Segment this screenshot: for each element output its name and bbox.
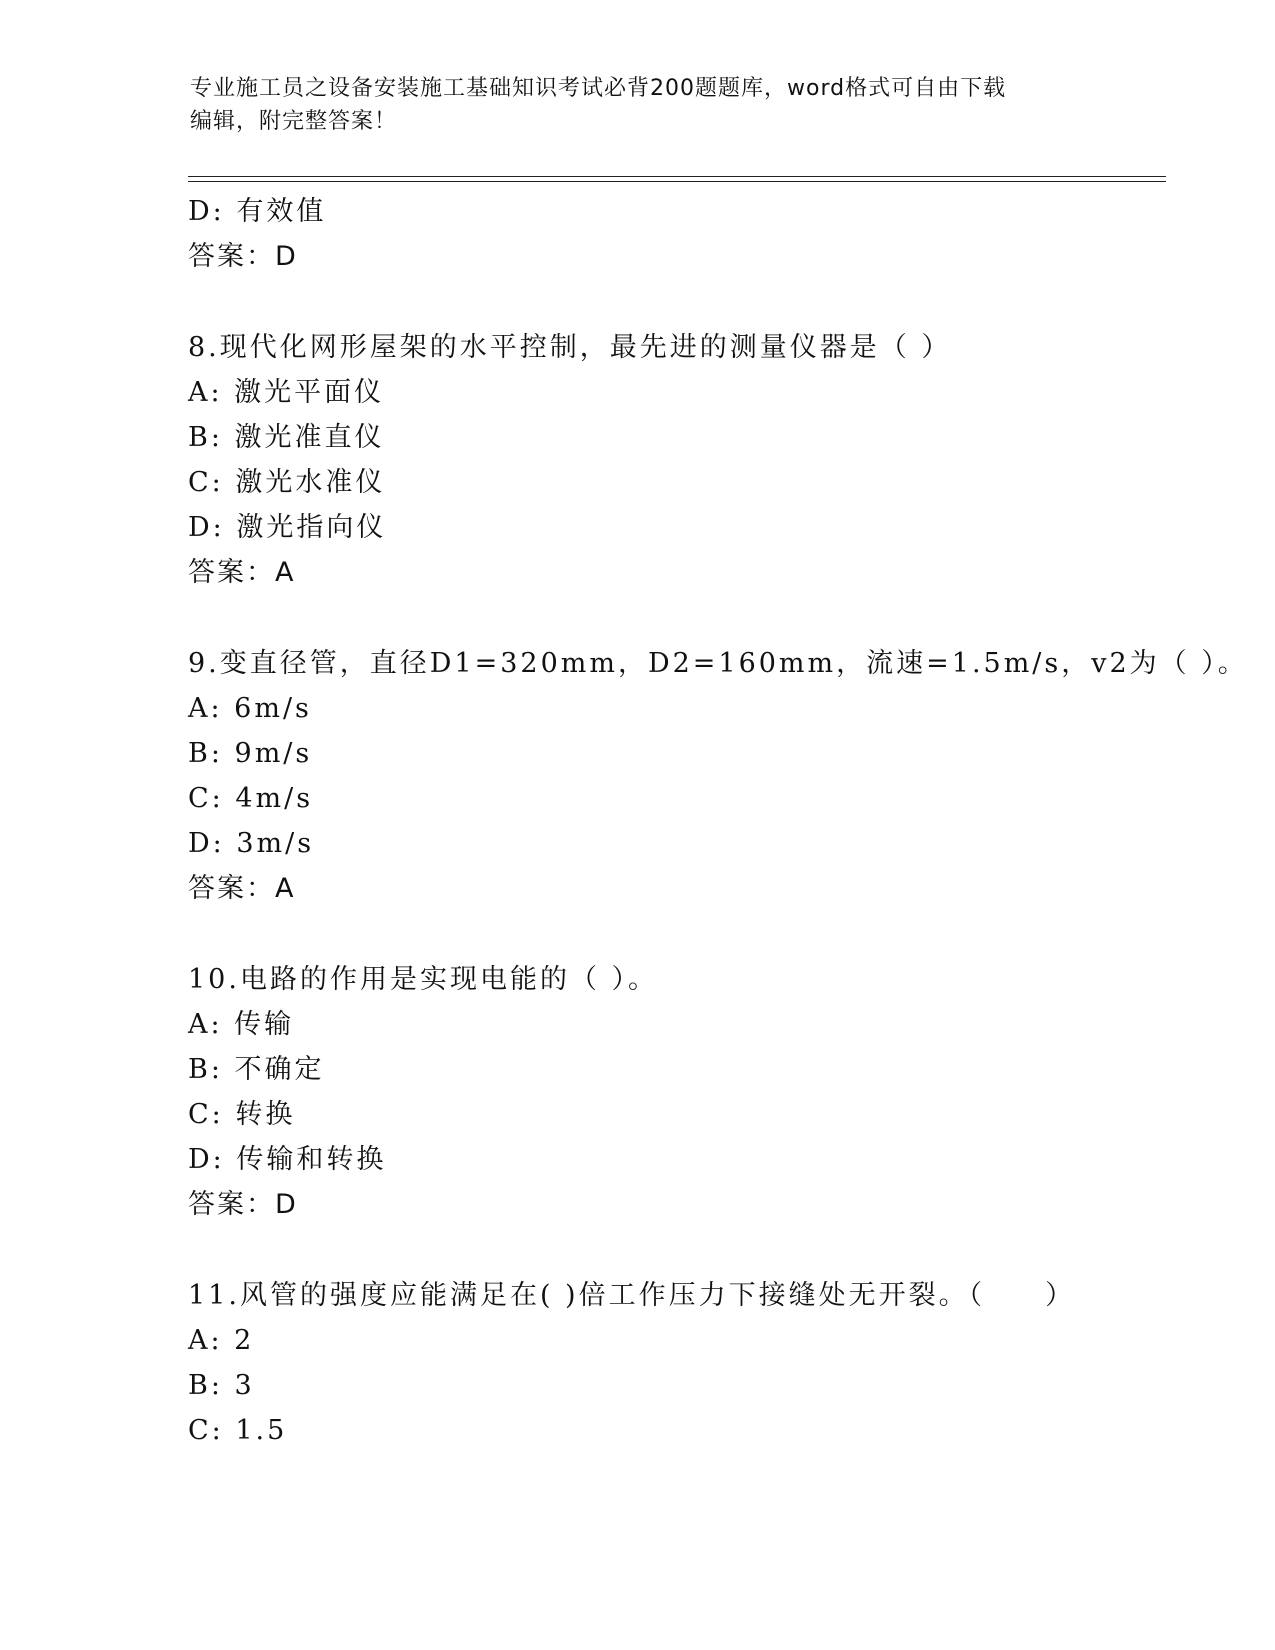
question-11-option-b: B: 3	[188, 1370, 255, 1401]
document-header	[190, 72, 1090, 138]
question-11-option-a: A: 2	[188, 1325, 255, 1356]
question-8-stem: 8.现代化网形屋架的水平控制，最先进的测量仪器是（ ）	[188, 332, 952, 363]
question-9-stem: 9.变直径管，直径D1=320mm，D2=160mm，流速=1.5m/s，v2为（ ）。	[188, 648, 1248, 679]
question-9-option-b: B: 9m/s	[188, 738, 313, 769]
question-10-option-d: D: 传输和转换	[188, 1144, 387, 1175]
question-10-stem: 10.电路的作用是实现电能的（ ）。	[188, 964, 659, 995]
question-10-option-b: B: 不确定	[188, 1054, 325, 1085]
question-8-option-d: D: 激光指向仪	[188, 512, 387, 543]
question-9-option-a: A: 6m/s	[188, 693, 312, 724]
question-11-option-c: C: 1.5	[188, 1415, 288, 1446]
header-divider-top	[188, 176, 1166, 177]
question-10-option-a: A: 传输	[188, 1009, 295, 1040]
question-8-option-c: C: 激光水准仪	[188, 467, 386, 498]
prev-option-d: D: 有效值	[188, 196, 327, 227]
prev-answer: 答案：D	[188, 241, 298, 272]
question-9-option-d: D: 3m/s	[188, 828, 315, 859]
question-9-answer: 答案：A	[188, 873, 296, 904]
question-8-option-a: A: 激光平面仪	[188, 377, 385, 408]
question-9-option-c: C: 4m/s	[188, 783, 314, 814]
question-10-option-c: C: 转换	[188, 1099, 296, 1130]
header-title-line2: 编辑，附完整答案！	[190, 109, 398, 134]
question-11-stem: 11.风管的强度应能满足在( )倍工作压力下接缝处无开裂。（ ）	[188, 1280, 1076, 1311]
question-8-option-b: B: 激光准直仪	[188, 422, 385, 453]
question-10-answer: 答案：D	[188, 1189, 298, 1220]
header-divider-bottom	[188, 181, 1166, 182]
question-8-answer: 答案：A	[188, 557, 296, 588]
header-title-line1: 专业施工员之设备安装施工基础知识考试必背200题题库，word格式可自由下载	[190, 76, 1007, 101]
